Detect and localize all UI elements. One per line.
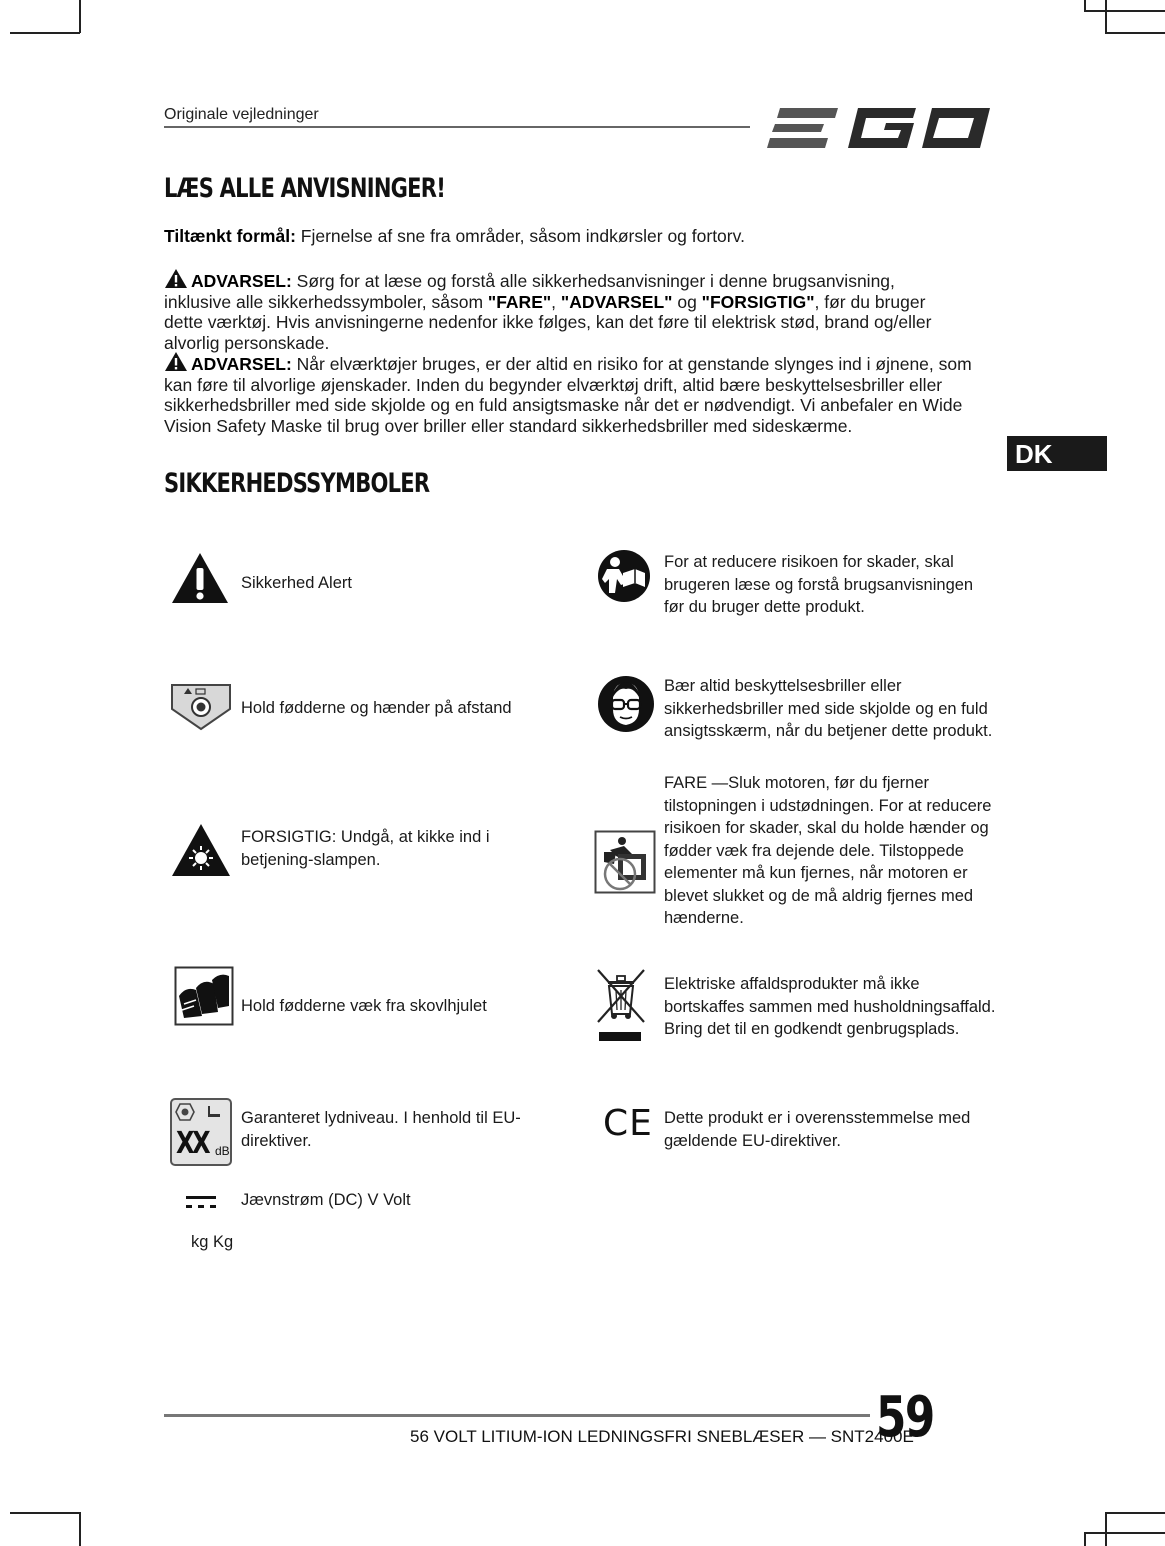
crop-mark [1084, 1532, 1086, 1546]
symbol-text: Bær altid beskyttelsesbriller eller sikkerhedsbriller med side skjolde og en fuld ansigtsskærm, når du betjener dette produkt. [664, 677, 993, 740]
symbol-text: Hold fødderne væk fra skovlhjulet [241, 997, 487, 1015]
ce-mark-icon: CE [603, 1103, 653, 1144]
header-label: Originale vejledninger [164, 106, 319, 123]
auger-feet-icon [174, 966, 234, 1026]
symbol-text: Jævnstrøm (DC) V Volt [241, 1191, 411, 1209]
weee-bin-icon [594, 966, 648, 1044]
symbols-heading: SIKKERHEDSSYMBOLER [164, 468, 430, 499]
symbol-text: Dette produkt er i overensstemmelse med gældende EU-direktiver. [664, 1109, 971, 1150]
crop-mark [79, 0, 81, 33]
symbol-text: FORSIGTIG: Undgå, at kikke ind i betjening-slampen. [241, 828, 490, 869]
intended-use-text: Fjernelse af sne fra områder, såsom indkørsler og fortorv. [295, 226, 745, 246]
crop-mark [1084, 1532, 1165, 1534]
header-rule [164, 126, 750, 128]
page-number: 59 [876, 1385, 934, 1450]
symbol-text: Hold fødderne og hænder på afstand [241, 699, 512, 717]
read-manual-icon [597, 549, 651, 603]
page-title: LÆS ALLE ANVISNINGER! [164, 173, 446, 204]
eye-protection-icon [597, 675, 655, 733]
crop-mark [1105, 0, 1107, 33]
lamp-warning-icon [170, 822, 232, 878]
clog-removal-icon [594, 830, 656, 894]
warning-text: Når elværktøjer bruges, er der altid en risiko for at genstande slynges ind i øjnene, som kan føre til alvorlige øjenskader. Inden du begynder elværktøj drift, altid bære beskyttelsesbriller eller sikkerhedsbriller med side skjolde og en fuld ansigtsmaske når det er nødvendigt. Vi anbefaler en Wide Vision Safety Maske til brug over briller eller standard sikkerhedsbriller med sideskærme. [164, 354, 972, 436]
warning-label: ADVARSEL: [191, 271, 292, 291]
symbol-text: Elektriske affaldsprodukter må ikke bortskaffes sammen med husholdningsaffald. Bring det til en godkendt genbrugsplads. [664, 975, 996, 1038]
warning-triangle-icon [164, 351, 188, 372]
crop-mark [1105, 32, 1165, 34]
crop-mark [10, 1512, 80, 1514]
sound-level-icon [170, 1098, 232, 1166]
term-advarsel: "ADVARSEL" [560, 291, 673, 312]
intended-use-label: Tiltænkt formål: [164, 226, 296, 246]
term-fare: "FARE" [487, 291, 552, 312]
language-tab: DK [1007, 436, 1107, 471]
separator: , [551, 291, 561, 312]
keep-hands-feet-away-icon [170, 683, 232, 731]
symbol-text: Garanteret lydniveau. I henhold til EU-direktiver. [241, 1109, 521, 1150]
term-forsigtig: "FORSIGTIG" [701, 291, 815, 312]
crop-mark [1084, 10, 1165, 12]
symbol-text: For at reducere risikoen for skader, skal brugeren læse og forstå brugsanvisningen før du bruger dette produkt. [664, 553, 974, 616]
ego-logo [766, 96, 996, 156]
warning-text: Sørg for at læse og forstå alle sikkerhedsanvisninger i denne brugsanvisning, inklusive alle sikkerhedssymboler, såsom [164, 271, 895, 312]
sound-level-value: XX [176, 1126, 209, 1161]
footer-product: 56 VOLT LITIUM-ION LEDNINGSFRI SNEBLÆSER — SNT2400E [410, 1427, 914, 1446]
intended-use [164, 226, 964, 247]
warning-text: , før du bruger dette værktøj. Hvis anvisningerne nedenfor ikke følges, kan det føre til elektrisk stød, brand og/eller alvorlig personskade. [164, 291, 932, 353]
safety-alert-icon [170, 551, 230, 605]
crop-mark [1105, 1512, 1107, 1546]
dc-current-icon [185, 1193, 217, 1213]
sound-level-unit: dB [215, 1144, 230, 1158]
footer-rule [164, 1414, 870, 1417]
symbol-text: FARE —Sluk motoren, før du fjerner tilstopningen i udstødningen. For at reducere risikoen for skader, skal du holde hænder og fødder væk fra dejende dele. Tilstoppede elementer må kun fjernes, når motoren er blevet slukket og de må aldrig fjernes med hænderne. [664, 774, 992, 927]
kg-line: kg Kg [191, 1233, 234, 1251]
warning-triangle-icon [164, 268, 188, 289]
warning-paragraph-1 [164, 268, 954, 353]
crop-mark [79, 1512, 81, 1546]
warning-paragraph-2 [164, 351, 979, 436]
warning-label: ADVARSEL: [191, 354, 292, 374]
symbol-text: Sikkerhed Alert [241, 574, 352, 592]
sound-level-symbol [172, 1100, 230, 1126]
crop-mark [1084, 0, 1086, 11]
separator: og [672, 291, 702, 312]
crop-mark [10, 32, 80, 34]
crop-mark [1105, 1512, 1165, 1514]
